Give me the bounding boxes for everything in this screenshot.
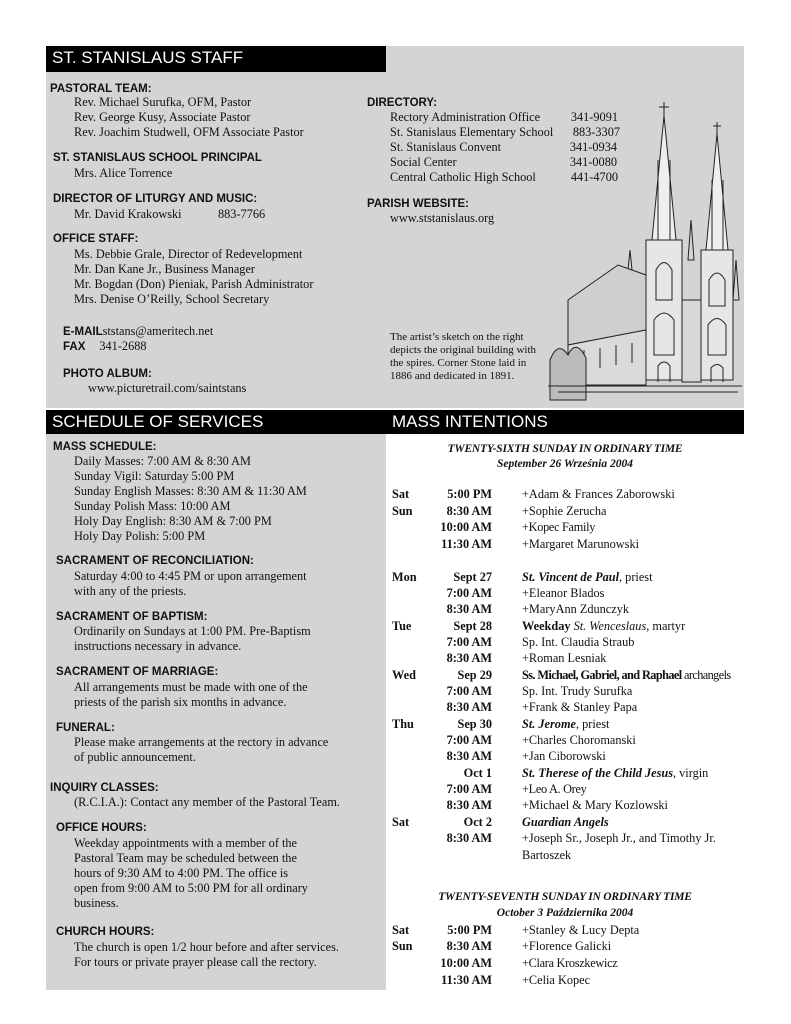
intention-date: Oct 1	[463, 766, 492, 780]
feast-saint: St. Wenceslaus	[573, 619, 647, 633]
directory-entry-name: Central Catholic High School	[390, 170, 536, 184]
mass-schedule-item: Sunday Vigil: Saturday 5:00 PM	[74, 469, 235, 483]
staff-title: ST. STANISLAUS STAFF	[46, 46, 386, 72]
intention-time: 7:00 AM	[446, 684, 492, 698]
week2-intentions	[392, 922, 742, 992]
intention-time: 7:00 AM	[446, 733, 492, 747]
office-hours-line: Weekday appointments with a member of the	[74, 836, 298, 850]
intention-text: +MaryAnn Zdunczyk	[522, 602, 629, 616]
baptism-line: instructions necessary in advance.	[74, 639, 242, 653]
directory-entry-name: St. Stanislaus Elementary School	[390, 125, 554, 139]
feast-suffix: , priest	[575, 717, 610, 731]
church-hours-line: For tours or private prayer please call the rectory.	[74, 955, 317, 969]
feast-day	[522, 667, 731, 683]
liturgy-heading: DIRECTOR OF LITURGY AND MUSIC:	[53, 193, 258, 205]
office-staff-list	[74, 247, 313, 307]
intention-text: +Sophie Zerucha	[522, 504, 607, 518]
intention-time: 8:30 AM	[446, 504, 492, 518]
feast-name: Ss. Michael, Gabriel, and Raphael	[522, 668, 682, 682]
office-hours-line: business.	[74, 896, 119, 910]
intention-day: Sat	[392, 487, 410, 501]
church-sketch	[548, 100, 742, 406]
mass-schedule-item: Daily Masses: 7:00 AM & 8:30 AM	[74, 454, 251, 468]
marriage-line: priests of the parish six months in advance.	[74, 695, 287, 709]
intention-text: Sp. Int. Trudy Surufka	[522, 684, 633, 698]
intention-time: 11:30 AM	[441, 973, 492, 987]
intention-time: 8:30 AM	[446, 602, 492, 616]
directory-entry-phone: 441-4700	[570, 170, 618, 184]
liturgy-phone: 883-7766	[218, 207, 266, 221]
directory-entry-phone: 883-3307	[572, 125, 620, 139]
intention-text: +Charles Choromanski	[522, 733, 636, 747]
reconciliation-line: Saturday 4:00 to 4:45 PM or upon arrangement	[74, 569, 307, 583]
directory-entry-phone: 341-9091	[570, 110, 618, 124]
feast-day	[522, 765, 708, 781]
mass-schedule-list	[74, 454, 307, 544]
intention-text: +Clara Kroszkewicz	[522, 956, 618, 970]
week2-date: October 3 Października 2004	[496, 907, 634, 919]
intention-text: Sp. Int. Claudia Straub	[522, 635, 635, 649]
intention-day: Sat	[392, 815, 410, 829]
feast-name: Guardian Angels	[522, 815, 609, 829]
intention-time: 8:30 AM	[446, 831, 492, 845]
marriage-line: All arrangements must be made with one of the	[74, 680, 308, 694]
baptism-line: Ordinarily on Sundays at 1:00 PM. Pre-Baptism	[74, 624, 311, 638]
intention-day: Thu	[392, 717, 414, 731]
marriage-heading: SACRAMENT OF MARRIAGE:	[56, 666, 219, 678]
reconciliation-heading: SACRAMENT OF RECONCILIATION:	[56, 555, 254, 567]
intention-time: 7:00 AM	[446, 635, 492, 649]
fax-label: FAX	[63, 341, 86, 353]
intention-date: Sept 28	[453, 619, 492, 633]
week1-title: TWENTY-SIXTH SUNDAY IN ORDINARY TIME	[447, 443, 683, 455]
feast-day	[522, 569, 653, 585]
feast-suffix: , virgin	[673, 766, 709, 780]
principal-name: Mrs. Alice Torrence	[74, 166, 173, 180]
intentions-title: MASS INTENTIONS	[386, 410, 744, 434]
photo-album-heading: PHOTO ALBUM:	[63, 368, 152, 380]
directory-entry-name: St. Stanislaus Convent	[390, 140, 502, 154]
liturgy-name: Mr. David Krakowski	[74, 207, 182, 221]
reconciliation-line: with any of the priests.	[74, 584, 187, 598]
intention-date: Sep 30	[457, 717, 492, 731]
church-hours-text	[74, 940, 339, 970]
inquiry-heading: INQUIRY CLASSES:	[50, 782, 159, 794]
church-hours-line: The church is open 1/2 hour before and after services.	[74, 940, 339, 954]
feast-name: St. Jerome	[522, 717, 576, 731]
marriage-text	[74, 680, 308, 710]
office-staff-member: Mrs. Denise O’Reilly, School Secretary	[74, 292, 270, 306]
sketch-caption: The artist’s sketch on the right depicts the original building with the spires. Corner Stone laid in 1886 and dedicated in 1891.	[390, 331, 537, 382]
office-hours-line: Pastoral Team may be scheduled between the	[74, 851, 297, 865]
feast-suffix: , priest	[619, 570, 653, 584]
church-sketch-drawing	[548, 100, 742, 406]
funeral-heading: FUNERAL:	[56, 722, 115, 734]
intention-date: Sept 27	[453, 570, 492, 584]
intention-day: Mon	[392, 570, 417, 584]
principal-heading: ST. STANISLAUS SCHOOL PRINCIPAL	[53, 152, 262, 164]
email-label: E-MAIL	[63, 326, 103, 338]
church-hours-heading: CHURCH HOURS:	[56, 926, 155, 938]
office-hours-text	[74, 836, 308, 911]
mass-schedule-heading: MASS SCHEDULE:	[53, 441, 157, 453]
intention-time: 7:00 AM	[446, 782, 492, 796]
website-heading: PARISH WEBSITE:	[367, 198, 470, 210]
week1-date: September 26 Września 2004	[497, 458, 633, 470]
reconciliation-text	[74, 569, 307, 599]
office-staff-member: Mr. Bogdan (Don) Pieniak, Parish Administrator	[74, 277, 314, 291]
intention-day: Wed	[392, 668, 416, 682]
intention-text: +Stanley & Lucy Depta	[522, 923, 640, 937]
feast-day	[522, 716, 609, 732]
office-hours-line: open from 9:00 AM to 5:00 PM for all ordinary	[74, 881, 308, 895]
intention-day: Tue	[392, 619, 412, 633]
intention-date: Oct 2	[463, 815, 492, 829]
fax-line	[63, 337, 147, 355]
intention-text: +Adam & Frances Zaborowski	[522, 487, 675, 501]
feast-suffix: , martyr	[646, 619, 686, 633]
fax-number: 341-2688	[99, 339, 147, 353]
mass-schedule-item: Sunday Polish Mass: 10:00 AM	[74, 499, 231, 513]
intention-time: 11:30 AM	[441, 537, 492, 551]
intention-text-continued: Bartoszek	[522, 848, 572, 862]
baptism-heading: SACRAMENT OF BAPTISM:	[56, 611, 208, 623]
office-hours-line: hours of 9:30 AM to 4:00 PM. The office is	[74, 866, 289, 880]
intention-text: +Florence Galicki	[522, 939, 612, 953]
intention-text: +Roman Lesniak	[522, 651, 607, 665]
intention-time: 10:00 AM	[440, 956, 492, 970]
feast-name: Weekday	[522, 619, 571, 633]
feast-suffix: archangels	[681, 668, 731, 682]
feast-name: St. Therese of the Child Jesus	[522, 766, 673, 780]
week2-title: TWENTY-SEVENTH SUNDAY IN ORDINARY TIME	[438, 891, 692, 903]
mass-schedule-item: Sunday English Masses: 8:30 AM & 11:30 AM	[74, 484, 307, 498]
intention-time: 5:00 PM	[447, 923, 492, 937]
pastoral-heading: PASTORAL TEAM:	[50, 83, 152, 95]
pastoral-list	[74, 95, 304, 140]
pastoral-member: Rev. Joachim Studwell, OFM Associate Pastor	[74, 125, 304, 139]
intention-text: +Eleanor Blados	[522, 586, 605, 600]
website-url[interactable]: www.ststanislaus.org	[390, 211, 495, 225]
intention-time: 10:00 AM	[440, 520, 492, 534]
intention-text: +Frank & Stanley Papa	[522, 700, 638, 714]
mass-schedule-item: Holy Day Polish: 5:00 PM	[74, 529, 206, 543]
intention-text: +Kopec Family	[522, 520, 596, 534]
intention-text: +Celia Kopec	[522, 973, 591, 987]
pastoral-member: Rev. George Kusy, Associate Pastor	[74, 110, 251, 124]
intention-text: +Michael & Mary Kozlowski	[522, 798, 668, 812]
pastoral-member: Rev. Michael Surufka, OFM, Pastor	[74, 95, 252, 109]
baptism-text	[74, 624, 311, 654]
services-title: SCHEDULE OF SERVICES	[46, 410, 386, 434]
email-address[interactable]: ststans@ameritech.net	[102, 324, 214, 338]
intention-time: 7:00 AM	[446, 586, 492, 600]
intention-time: 8:30 AM	[446, 798, 492, 812]
intention-text: +Jan Ciborowski	[522, 749, 606, 763]
funeral-line: of public announcement.	[74, 750, 196, 764]
intention-day: Sun	[392, 504, 413, 518]
feast-name: St. Vincent de Paul	[522, 570, 620, 584]
directory-entry-name: Rectory Administration Office	[390, 110, 541, 124]
intention-text: +Leo A. Orey	[522, 782, 587, 796]
intention-day: Sun	[392, 939, 413, 953]
intention-time: 5:00 PM	[447, 487, 492, 501]
funeral-text	[74, 735, 328, 765]
intention-time: 8:30 AM	[446, 700, 492, 714]
intention-day: Sat	[392, 923, 410, 937]
intention-time: 8:30 AM	[446, 651, 492, 665]
inquiry-text: (R.C.I.A.): Contact any member of the Pastoral Team.	[74, 795, 340, 809]
office-staff-member: Mr. Dan Kane Jr., Business Manager	[74, 262, 256, 276]
mass-schedule-item: Holy Day English: 8:30 AM & 7:00 PM	[74, 514, 272, 528]
intention-text: +Joseph Sr., Joseph Jr., and Timothy Jr.	[522, 831, 716, 845]
feast-day	[522, 618, 685, 634]
directory-entry-phone: 341-0080	[569, 155, 617, 169]
office-staff-member: Ms. Debbie Grale, Director of Redevelopment	[74, 247, 303, 261]
funeral-line: Please make arrangements at the rectory in advance	[74, 735, 329, 749]
intention-time: 8:30 AM	[446, 749, 492, 763]
directory-heading: DIRECTORY:	[367, 97, 438, 109]
photo-album-url[interactable]: www.picturetrail.com/saintstans	[88, 381, 247, 395]
office-staff-heading: OFFICE STAFF:	[53, 233, 139, 245]
intention-date: Sep 29	[457, 668, 492, 682]
directory-entry-name: Social Center	[390, 155, 457, 169]
directory-entry-phone: 341-0934	[569, 140, 617, 154]
intention-time: 8:30 AM	[446, 939, 492, 953]
office-hours-heading: OFFICE HOURS:	[56, 822, 147, 834]
intention-text: +Margaret Marunowski	[522, 537, 640, 551]
week1-intentions	[392, 486, 742, 866]
